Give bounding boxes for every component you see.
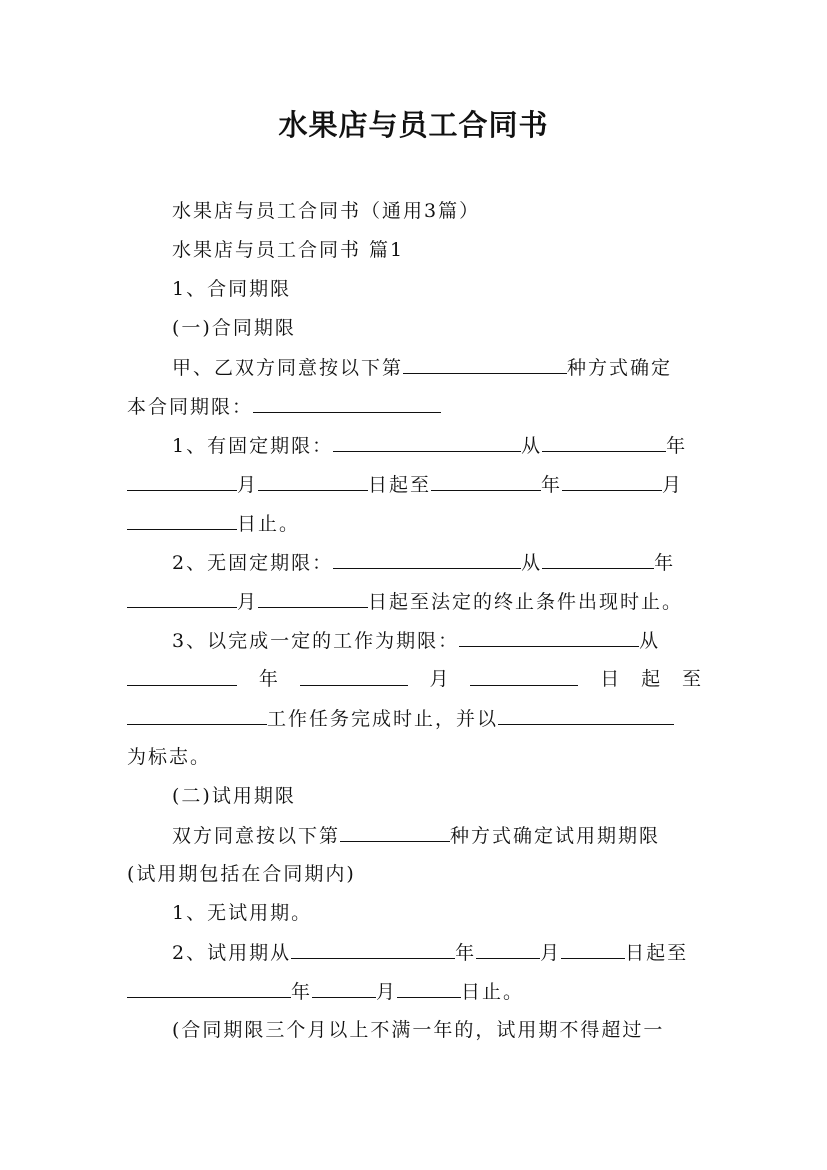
- text: 从: [639, 630, 661, 652]
- fill-in-blank[interactable]: [291, 938, 455, 959]
- paragraph-line: [127, 821, 701, 849]
- text: 年: [666, 435, 688, 457]
- text: 双方同意按以下第: [172, 825, 341, 847]
- text: 水果店与员工合同书 篇1: [172, 239, 405, 261]
- text: (一)合同期限: [172, 317, 296, 339]
- text: 1、有固定期限：: [172, 435, 334, 457]
- text: 本合同期限：: [127, 396, 254, 418]
- paragraph-line: [127, 977, 701, 1005]
- paragraph-line: [127, 392, 701, 420]
- text: 月: [662, 474, 684, 496]
- fill-in-blank[interactable]: [561, 938, 625, 959]
- text: 年: [455, 942, 477, 964]
- text: 起: [641, 668, 661, 690]
- paragraph-line: [127, 197, 701, 225]
- paragraph-line: [127, 899, 701, 927]
- text: 2、试用期从: [172, 942, 292, 964]
- text: 年: [291, 981, 313, 1003]
- text: 1、无试用期。: [172, 902, 313, 924]
- paragraph-line: [127, 860, 701, 888]
- paragraph-line: [127, 587, 701, 615]
- paragraph-line: [127, 938, 701, 966]
- text: 月: [237, 474, 259, 496]
- fill-in-blank[interactable]: [403, 353, 567, 374]
- text: 月: [237, 591, 259, 613]
- text: 年: [258, 668, 278, 690]
- paragraph-line: [127, 782, 701, 810]
- fill-in-blank[interactable]: [127, 665, 237, 686]
- fill-in-blank[interactable]: [300, 665, 408, 686]
- text: 至: [681, 668, 701, 690]
- text: 年: [541, 474, 563, 496]
- paragraph-line: [127, 665, 701, 693]
- fill-in-blank[interactable]: [562, 470, 662, 491]
- paragraph-line: [127, 626, 701, 654]
- text: 月: [540, 942, 562, 964]
- fill-in-blank[interactable]: [498, 704, 674, 725]
- fill-in-blank[interactable]: [333, 431, 521, 452]
- text: 1、合同期限: [172, 278, 292, 300]
- text: 甲、乙双方同意按以下第: [172, 357, 404, 379]
- text: 日止。: [237, 513, 301, 535]
- document-title: 水果店与员工合同书: [278, 108, 549, 142]
- paragraph-line: [127, 743, 701, 771]
- fill-in-blank[interactable]: [312, 977, 376, 998]
- fill-in-blank[interactable]: [258, 470, 368, 491]
- text: 月: [429, 668, 449, 690]
- fill-in-blank[interactable]: [127, 470, 237, 491]
- paragraph-line: [127, 275, 701, 303]
- fill-in-blank[interactable]: [127, 509, 237, 530]
- fill-in-blank[interactable]: [470, 665, 578, 686]
- text: 种方式确定试用期期限: [450, 825, 661, 847]
- paragraph-line: [127, 314, 701, 342]
- fill-in-blank[interactable]: [542, 431, 666, 452]
- text: 2、无固定期限：: [172, 552, 334, 574]
- fill-in-blank[interactable]: [333, 548, 521, 569]
- text: (试用期包括在合同期内): [127, 863, 356, 885]
- fill-in-blank[interactable]: [127, 587, 237, 608]
- paragraph-line: [127, 236, 701, 264]
- fill-in-blank[interactable]: [397, 977, 461, 998]
- fill-in-blank[interactable]: [542, 548, 654, 569]
- text: 种方式确定: [567, 357, 673, 379]
- text: 日起至: [368, 474, 432, 496]
- paragraph-line: [127, 470, 701, 498]
- paragraph-line: [127, 1016, 701, 1044]
- text: (合同期限三个月以上不满一年的，试用期不得超过一: [172, 1019, 665, 1041]
- fill-in-blank[interactable]: [431, 470, 541, 491]
- paragraph-line: [127, 353, 701, 381]
- text: 从: [521, 552, 543, 574]
- fill-in-blank[interactable]: [253, 392, 441, 413]
- text: 月: [376, 981, 398, 1003]
- paragraph-line: [127, 431, 701, 459]
- paragraph-line: [127, 548, 701, 576]
- paragraph-line: [127, 509, 701, 537]
- text: (二)试用期限: [172, 785, 296, 807]
- text: 年: [654, 552, 676, 574]
- paragraph-line: [127, 704, 701, 732]
- fill-in-blank[interactable]: [340, 821, 450, 842]
- fill-in-blank[interactable]: [258, 587, 368, 608]
- text: 日起至: [625, 942, 689, 964]
- text: 日起至法定的终止条件出现时止。: [368, 591, 684, 613]
- text: 日: [600, 668, 620, 690]
- text: 工作任务完成时止，并以: [267, 708, 499, 730]
- fill-in-blank[interactable]: [127, 704, 267, 725]
- text: 3、以完成一定的工作为期限：: [172, 630, 460, 652]
- fill-in-blank[interactable]: [476, 938, 540, 959]
- text: 从: [521, 435, 543, 457]
- text: 日止。: [461, 981, 525, 1003]
- text: 为标志。: [127, 746, 212, 768]
- fill-in-blank[interactable]: [127, 977, 291, 998]
- text: 水果店与员工合同书（通用3篇）: [172, 200, 481, 222]
- fill-in-blank[interactable]: [459, 626, 639, 647]
